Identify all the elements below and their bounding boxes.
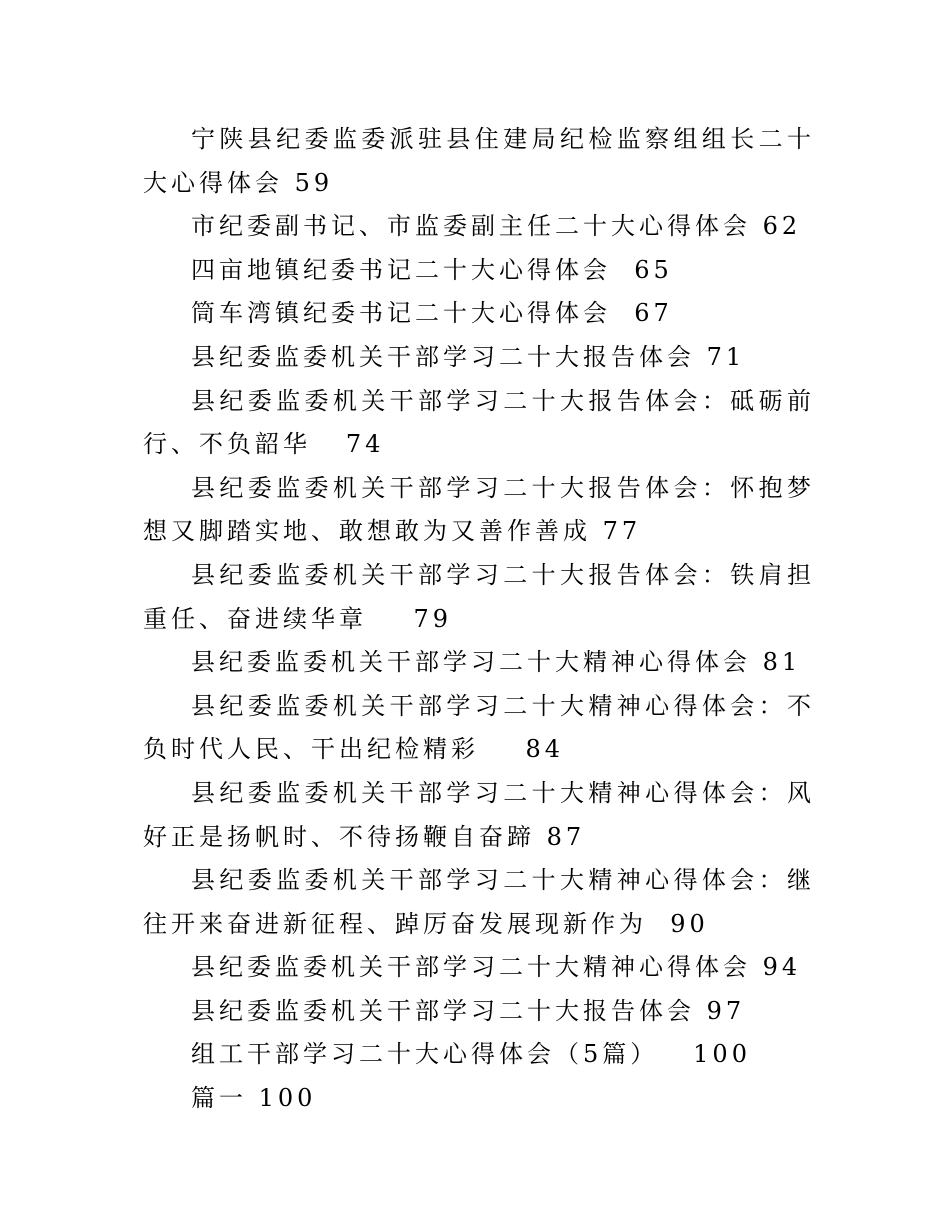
toc-entry: 四亩地镇纪委书记二十大心得体会 65 — [191, 255, 673, 284]
toc-entry: 筒车湾镇纪委书记二十大心得体会 67 — [191, 299, 673, 328]
toc-entry: 宁陕县纪委监委派驻县住建局纪检监察组组长二十大心得体会 59 — [143, 125, 815, 197]
toc-entry: 县纪委监委机关干部学习二十大报告体会：铁肩担重任、奋进续华章 79 — [143, 560, 815, 633]
toc-entry: 篇一 100 — [191, 1084, 317, 1113]
toc-entry: 市纪委副书记、市监委副主任二十大心得体会 62 — [191, 212, 802, 241]
toc-entry: 县纪委监委机关干部学习二十大精神心得体会：不负时代人民、干出纪检精彩 84 — [143, 691, 815, 764]
toc-page — [143, 118, 815, 1121]
toc-entry: 组工干部学习二十大心得体会（5篇） 100 — [191, 1040, 751, 1069]
toc-entry: 县纪委监委机关干部学习二十大报告体会 97 — [191, 996, 746, 1025]
toc-entry: 县纪委监委机关干部学习二十大报告体会：怀抱梦想又脚踏实地、敢想敢为又善作善成 77 — [143, 473, 815, 546]
toc-entry: 县纪委监委机关干部学习二十大报告体会 71 — [191, 342, 746, 371]
toc-entry: 县纪委监委机关干部学习二十大精神心得体会：风好正是扬帆时、不待扬鞭自奋蹄 87 — [143, 778, 815, 851]
toc-entry: 县纪委监委机关干部学习二十大精神心得体会：继往开来奋进新征程、踔厉奋发展现新作为 90 — [143, 866, 815, 938]
toc-entry: 县纪委监委机关干部学习二十大精神心得体会 94 — [191, 953, 802, 982]
toc-entry: 县纪委监委机关干部学习二十大报告体会：砥砺前行、不负韶华 74 — [143, 386, 815, 459]
toc-entry: 县纪委监委机关干部学习二十大精神心得体会 81 — [191, 648, 802, 677]
